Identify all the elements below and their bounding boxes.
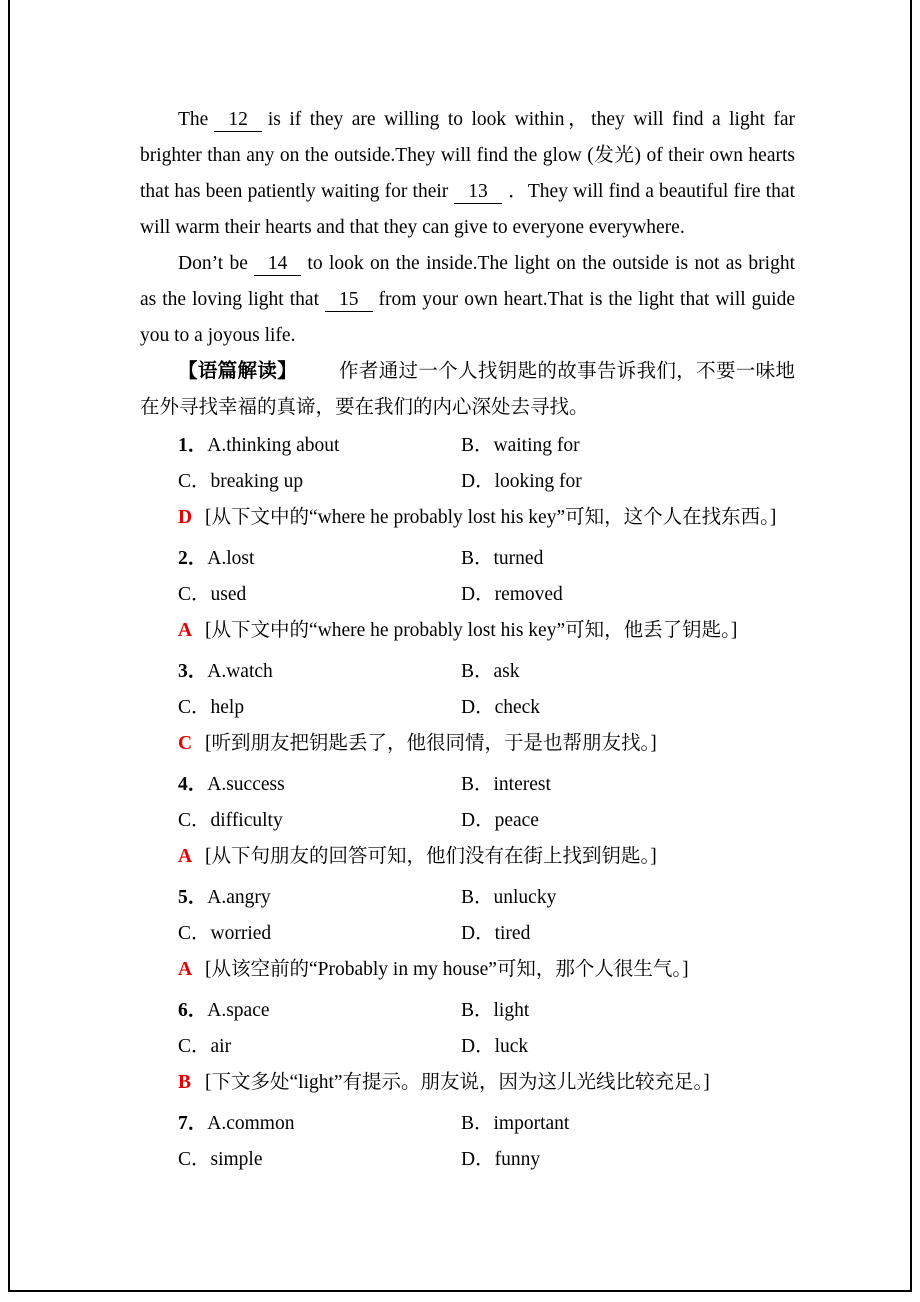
passage-text: is if they are willing to look within，they will find a light far brighter than any on the outside.They will find the glow (发光) of their own hearts that has been patiently waiting for their xyxy=(140,109,795,202)
answer-letter: A xyxy=(178,846,193,867)
cloze-blank-14: 14 xyxy=(254,253,302,276)
question-block-1 xyxy=(178,428,795,536)
answer-row xyxy=(178,1065,795,1101)
passage-analysis xyxy=(140,354,795,426)
option-row xyxy=(178,916,795,952)
option-cell xyxy=(178,654,461,690)
passage-text: The xyxy=(178,109,209,130)
option-cell xyxy=(178,1106,461,1142)
option-c: C．breaking up xyxy=(178,471,304,492)
option-c: C．worried xyxy=(178,923,272,944)
analysis-text: 作者通过一个人找钥匙的故事告诉我们，不要一味地在外寻找幸福的真谛，要在我们的内心深处去寻找。 xyxy=(140,361,795,418)
option-row xyxy=(178,541,795,577)
answer-letter: A xyxy=(178,620,193,641)
option-a: A.watch xyxy=(207,661,273,682)
option-b: B．ask xyxy=(461,661,520,682)
option-row xyxy=(178,654,795,690)
passage-paragraph-1 xyxy=(140,102,795,246)
answer-row xyxy=(178,613,795,649)
option-cell xyxy=(178,767,461,803)
option-row xyxy=(178,803,795,839)
option-a: A.angry xyxy=(207,887,271,908)
option-row xyxy=(178,1029,795,1065)
option-b: B．waiting for xyxy=(461,435,580,456)
answer-letter: C xyxy=(178,733,193,754)
option-a: A.success xyxy=(207,774,285,795)
cloze-blank-15: 15 xyxy=(325,289,373,312)
answer-row xyxy=(178,952,795,988)
option-c: C．help xyxy=(178,697,245,718)
option-b: B．light xyxy=(461,1000,530,1021)
passage-text: from your own heart.That is the light that will guide you to a joyous life. xyxy=(140,289,795,346)
option-b: B．important xyxy=(461,1113,570,1134)
answer-explanation: [从下句朋友的回答可知，他们没有在街上找到钥匙。] xyxy=(205,846,657,867)
passage-text: to look on the inside.The light on the outside is not as bright as the loving light that xyxy=(140,253,795,310)
option-a: A.common xyxy=(207,1113,295,1134)
option-c: C．air xyxy=(178,1036,232,1057)
option-row xyxy=(178,1106,795,1142)
cloze-blank-12: 12 xyxy=(214,109,262,132)
option-d: D．peace xyxy=(461,810,539,831)
option-d: D．removed xyxy=(461,584,563,605)
option-b: B．interest xyxy=(461,774,551,795)
question-block-6 xyxy=(178,993,795,1101)
option-row xyxy=(178,464,795,500)
option-b: B．unlucky xyxy=(461,887,557,908)
option-cell xyxy=(178,541,461,577)
option-cell xyxy=(178,880,461,916)
answer-explanation: [听到朋友把钥匙丢了，他很同情，于是也帮朋友找。] xyxy=(205,733,657,754)
option-cell xyxy=(178,428,461,464)
answer-row xyxy=(178,839,795,875)
option-d: D．check xyxy=(461,697,541,718)
option-row xyxy=(178,1142,795,1178)
passage-text: Don’t be xyxy=(178,253,248,274)
question-number: 4． xyxy=(178,774,208,795)
answer-row xyxy=(178,726,795,762)
option-row xyxy=(178,767,795,803)
option-c: C．simple xyxy=(178,1149,263,1170)
question-number: 2． xyxy=(178,548,208,569)
option-a: A.thinking about xyxy=(207,435,340,456)
option-row xyxy=(178,993,795,1029)
option-row xyxy=(178,880,795,916)
page-content xyxy=(140,102,795,1183)
option-d: D．funny xyxy=(461,1149,541,1170)
question-number: 3． xyxy=(178,661,208,682)
option-cell xyxy=(178,993,461,1029)
question-block-5 xyxy=(178,880,795,988)
question-block-4 xyxy=(178,767,795,875)
option-row xyxy=(178,428,795,464)
option-a: A.space xyxy=(207,1000,270,1021)
questions-section xyxy=(178,428,795,1178)
analysis-label: 【语篇解读】 xyxy=(178,361,298,382)
answer-explanation: [从该空前的“Probably in my house”可知，那个人很生气。] xyxy=(205,959,689,980)
answer-letter: D xyxy=(178,507,193,528)
passage-text: ．They will find a beautiful fire that will warm their hearts and that they can give to everyone everywhere. xyxy=(140,181,795,238)
cloze-blank-13: 13 xyxy=(454,181,502,204)
option-row xyxy=(178,690,795,726)
answer-explanation: [从下文中的“where he probably lost his key”可知，他丢了钥匙。] xyxy=(205,620,738,641)
question-number: 5． xyxy=(178,887,208,908)
option-a: A.lost xyxy=(207,548,255,569)
question-block-3 xyxy=(178,654,795,762)
option-d: D．looking for xyxy=(461,471,582,492)
option-d: D．tired xyxy=(461,923,531,944)
question-number: 6． xyxy=(178,1000,208,1021)
option-c: C．difficulty xyxy=(178,810,283,831)
question-block-2 xyxy=(178,541,795,649)
answer-letter: B xyxy=(178,1072,192,1093)
passage-paragraph-2 xyxy=(140,246,795,354)
answer-letter: A xyxy=(178,959,193,980)
answer-row xyxy=(178,500,795,536)
answer-explanation: [从下文中的“where he probably lost his key”可知，这个人在找东西。] xyxy=(205,507,777,528)
option-c: C．used xyxy=(178,584,247,605)
question-block-7 xyxy=(178,1106,795,1178)
question-number: 7． xyxy=(178,1113,208,1134)
option-row xyxy=(178,577,795,613)
option-d: D．luck xyxy=(461,1036,529,1057)
option-b: B．turned xyxy=(461,548,544,569)
answer-explanation: [下文多处“light”有提示。朋友说，因为这儿光线比较充足。] xyxy=(205,1072,710,1093)
question-number: 1． xyxy=(178,435,208,456)
